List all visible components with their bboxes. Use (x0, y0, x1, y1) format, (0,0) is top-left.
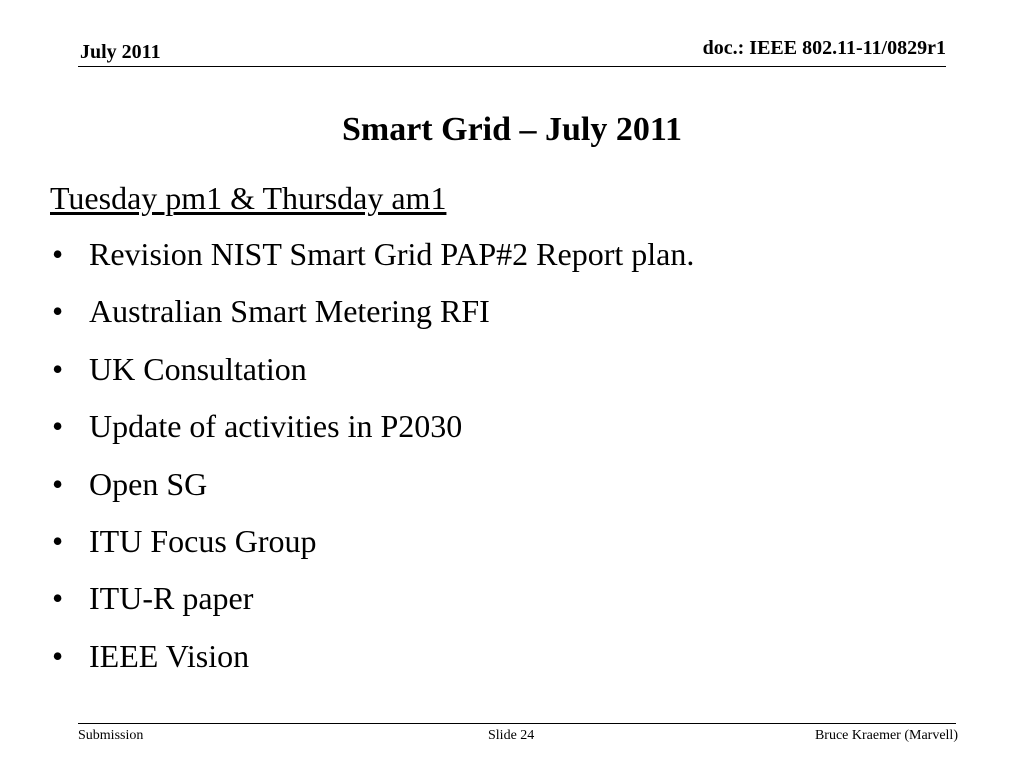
bullet-icon: • (52, 637, 64, 674)
bullet-icon: • (52, 350, 64, 387)
bullet-text: Open SG (89, 465, 208, 502)
bullet-text: UK Consultation (89, 350, 307, 387)
bullet-text: IEEE Vision (89, 637, 250, 674)
footer-author: Bruce Kraemer (Marvell) (814, 728, 958, 743)
header-doc-id: doc.: IEEE 802.11-11/0829r1 (702, 37, 946, 59)
header-date: July 2011 (80, 41, 161, 63)
bullet-text: ITU-R paper (89, 580, 254, 617)
bullet-icon: • (52, 236, 64, 272)
header-divider (78, 66, 946, 67)
bullet-icon: • (52, 522, 64, 559)
bullet-text: Update of activities in P2030 (89, 408, 463, 445)
bullet-icon: • (52, 580, 64, 617)
slide-subheading: Tuesday pm1 & Thursday am1 (50, 180, 447, 216)
bullet-text: Revision NIST Smart Grid PAP#2 Report plan. (89, 236, 695, 272)
bullet-text: Australian Smart Metering RFI (89, 293, 490, 330)
footer-slide-number: Slide 24 (488, 728, 535, 743)
bullet-icon: • (52, 293, 64, 330)
bullet-text: ITU Focus Group (89, 522, 317, 559)
footer-submission: Submission (78, 728, 144, 743)
bullet-icon: • (52, 408, 64, 445)
bullet-icon: • (52, 465, 64, 502)
footer-divider (78, 723, 956, 724)
slide-title: Smart Grid – July 2011 (341, 111, 683, 148)
